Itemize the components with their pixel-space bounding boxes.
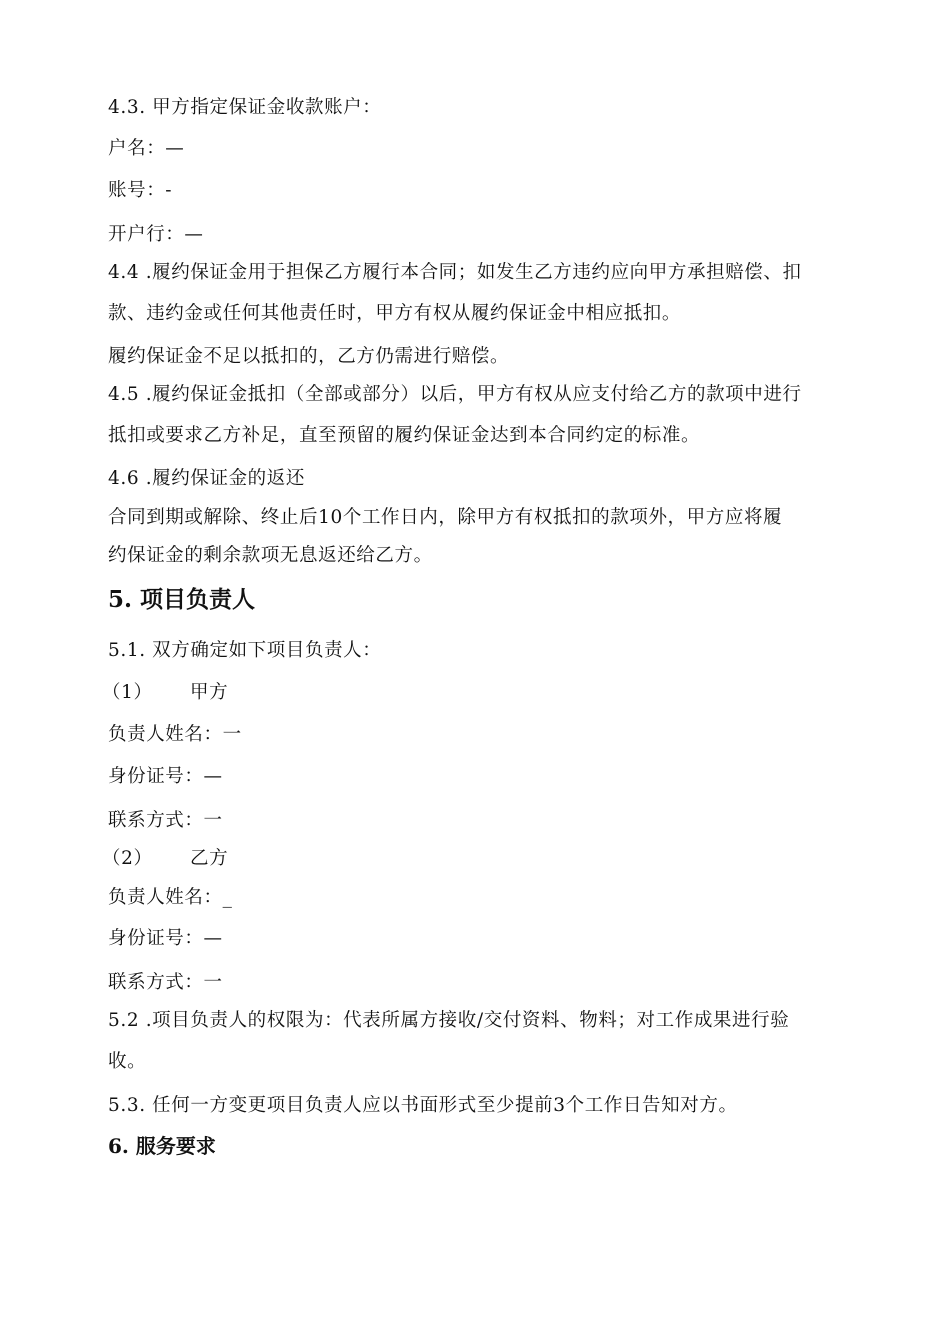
clause-4-5-line1: 4.5 .履约保证金抵扣（全部或部分）以后，甲方有权从应支付给乙方的款项中进行: [108, 384, 802, 405]
party-a-contact-method: 联系方式：一: [108, 810, 223, 831]
section-6-heading: 6. 服务要求: [108, 1134, 216, 1158]
account-number-line: 账号：-: [108, 180, 173, 201]
clause-5-2-line1: 5.2 .项目负责人的权限为：代表所属方接收/交付资料、物料；对工作成果进行验: [108, 1010, 790, 1031]
party-a-label: 甲方: [190, 682, 229, 703]
party-b-id-number: 身份证号：—: [108, 928, 223, 949]
party-b-contact-name: 负责人姓名：_: [108, 887, 233, 908]
party-a-number: （1）: [102, 682, 153, 703]
clause-4-3: 4.3. 甲方指定保证金收款账户：: [108, 97, 382, 118]
clause-5-2-line2: 收。: [108, 1051, 147, 1072]
clause-5-3: 5.3. 任何一方变更项目负责人应以书面形式至少提前3个工作日告知对方。: [108, 1095, 738, 1116]
party-a-contact-name: 负责人姓名：一: [108, 724, 242, 745]
clause-4-4-line2: 款、违约金或任何其他责任时，甲方有权从履约保证金中相应抵扣。: [108, 303, 682, 324]
clause-4-6-line1: 合同到期或解除、终止后10个工作日内，除甲方有权抵扣的款项外，甲方应将履: [108, 507, 783, 528]
clause-4-4-line1: 4.4 .履约保证金用于担保乙方履行本合同；如发生乙方违约应向甲方承担赔偿、扣: [108, 262, 802, 283]
party-b-label: 乙方: [190, 848, 229, 869]
party-a-id-number: 身份证号：—: [108, 766, 223, 787]
clause-4-6-line2: 约保证金的剩余款项无息返还给乙方。: [108, 545, 433, 566]
clause-5-1: 5.1. 双方确定如下项目负责人：: [108, 640, 382, 661]
party-b-row: [102, 846, 408, 872]
section-5-heading: 5. 项目负责人: [108, 586, 256, 613]
bank-line: 开户行：—: [108, 224, 204, 245]
party-a-row: [102, 680, 408, 706]
clause-4-5-line2: 抵扣或要求乙方补足，直至预留的履约保证金达到本合同约定的标准。: [108, 425, 701, 446]
clause-4-4-line3: 履约保证金不足以抵扣的，乙方仍需进行赔偿。: [108, 346, 510, 367]
party-b-number: （2）: [102, 848, 153, 869]
account-name-line: 户名：—: [108, 138, 185, 159]
party-b-contact-method: 联系方式：一: [108, 972, 223, 993]
clause-4-6-title: 4.6 .履约保证金的返还: [108, 468, 305, 489]
